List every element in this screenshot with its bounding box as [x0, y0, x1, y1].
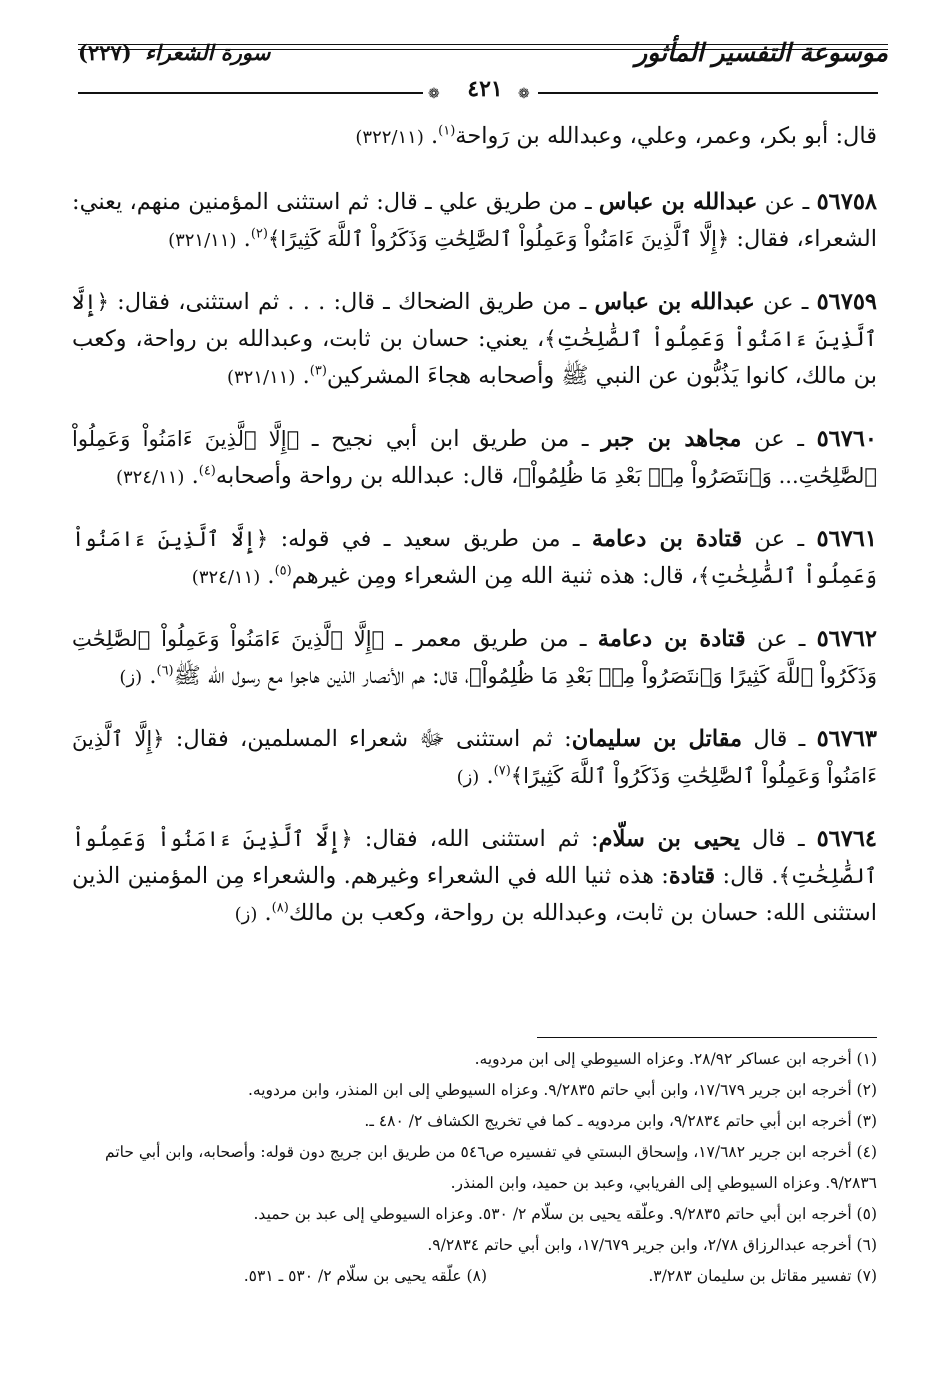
- entry-text-after: ، قال: عبدالله بن رواحة وأصحابه: [215, 463, 519, 489]
- page-number: ٤٢١: [467, 76, 503, 102]
- header-rule: [78, 44, 888, 45]
- entry-intro: [72, 118, 877, 156]
- entry-tail: .: [479, 763, 494, 789]
- volume-reference: (٣٢١/١١): [226, 367, 296, 388]
- ornament-left-icon: ❁: [428, 86, 440, 102]
- entry-text: ـ من طريق علي ـ قال: ثم استثنى المؤمنين منهم، يعني: الشعراء، فقال:: [72, 189, 877, 252]
- entry-text: ـ من طريق سعيد ـ في قوله:: [268, 526, 592, 552]
- surah-verse-number: (٢٢٧): [78, 40, 132, 65]
- volume-reference: (٣٢١/١١): [168, 230, 237, 251]
- entry-number: ٥٦٧٦٢: [816, 626, 877, 652]
- footnote-1: (١) أخرجه ابن عساكر ٢٨/٩٢. وعزاه السيوطي إلى ابن مردويه.: [474, 1050, 877, 1068]
- entry-text-after: . قال:: [715, 863, 779, 889]
- entry-56761: [72, 521, 877, 596]
- narrator-name-secondary: قتادة: [668, 863, 716, 889]
- narrator-name: قتادة بن دعامة: [591, 526, 743, 552]
- entry-56763: [72, 721, 877, 796]
- entry-text: : ثم استثنى الله، فقال:: [352, 826, 599, 852]
- entry-text: ـ من طريق معمر ـ: [384, 626, 598, 652]
- footnote-marker[interactable]: (٦): [156, 663, 174, 679]
- footnote-marker[interactable]: (٨): [271, 900, 289, 916]
- entry-pre: ـ عن: [741, 426, 817, 452]
- volume-reference: (ز): [456, 767, 480, 788]
- footnote-7: (٧) تفسير مقاتل بن سليمان ٣/٢٨٣.: [648, 1267, 877, 1285]
- page-number-left-line: [78, 92, 423, 94]
- entry-pre: ـ عن: [757, 189, 817, 215]
- entry-pre: ـ عن: [745, 626, 817, 652]
- entry-text-after-secondary: : هذه ثنيا الله في الشعراء وغيرهم. والشعراء مِن المؤمنين الذين استثنى الله: حسان بن ثابت، وعبدالله بن رواحة، وكعب بن مالك: [72, 863, 877, 926]
- entry-56764: [72, 821, 877, 933]
- entry-56759: [72, 284, 877, 396]
- header-rule-secondary: [78, 49, 888, 50]
- entry-tail: .: [236, 226, 251, 252]
- footnote-marker[interactable]: (٤): [198, 463, 216, 479]
- volume-reference: (٣٢٤/١١): [115, 467, 185, 488]
- quran-quote: ﴿إِلَّا ٱلَّذِينَ ءَامَنُواْ وَعَمِلُواْ ٱلصَّٰلِحَٰتِ﴾: [72, 527, 877, 588]
- footnote-3: (٣) أخرجه ابن أبي حاتم ٩/٢٨٣٤، وابن مردويه ـ كما في تخريج الكشاف ٢/ ٤٨٠ ـ.: [364, 1112, 877, 1130]
- entry-tail: .: [184, 463, 199, 489]
- narrator-name: يحيى بن سلّام: [598, 826, 740, 852]
- entry-number: ٥٦٧٦١: [816, 526, 877, 552]
- footnote-2: (٢) أخرجه ابن جرير ١٧/٦٧٩، وابن أبي حاتم ٩/٢٨٣٥. وعزاه السيوطي إلى ابن المنذر، وابن مردويه.: [247, 1081, 877, 1099]
- volume-reference: (٣٢٢/١١): [355, 127, 424, 148]
- body-text: [72, 118, 877, 958]
- entry-tail: .: [295, 363, 310, 389]
- entry-number: ٥٦٧٦٣: [816, 726, 877, 752]
- narrator-name: مجاهد بن جبر: [601, 426, 742, 452]
- entry-56758: [72, 184, 877, 259]
- entry-text: : ثم استثنى ﷻ شعراء المسلمين، فقال:: [164, 726, 572, 752]
- entry-56760: [72, 421, 877, 496]
- quran-quote: ﴿إِلَّا ٱلَّذِينَ ءَامَنُواْ وَعَمِلُواْ ٱلصَّٰلِحَٰتِ﴾: [72, 290, 877, 351]
- footnote-marker[interactable]: (٢): [250, 226, 268, 242]
- quran-quote: ﴿إِلَّا ٱلَّذِينَ ءَامَنُواْ وَعَمِلُواْ ٱلصَّٰلِحَٰتِ وَذَكَرُواْ ٱللَّهَ كَثِيرًا﴾: [72, 727, 877, 788]
- footnote-marker[interactable]: (١): [438, 123, 456, 139]
- entry-tail: .: [142, 663, 157, 689]
- volume-reference: (٣٢٤/١١): [191, 567, 261, 588]
- entry-pre: ـ عن: [754, 289, 817, 315]
- entry-number: ٥٦٧٥٩: [816, 289, 877, 315]
- entry-pre: ـ قال: [742, 726, 817, 752]
- entry-number: ٥٦٧٦٠: [816, 426, 878, 452]
- footnote-marker[interactable]: (٥): [274, 563, 292, 579]
- entry-number: ٥٦٧٦٤: [816, 826, 877, 852]
- footnote-6: (٦) أخرجه عبدالرزاق ٢/٧٨، وابن جرير ١٧/٦٧٩، وابن أبي حاتم ٩/٢٨٣٤.: [427, 1236, 877, 1254]
- quran-quote: ﴿إِلَّا ٱلَّذِينَ ءَامَنُواْ وَعَمِلُواْ ٱلصَّٰلِحَٰتِ﴾: [72, 827, 877, 888]
- volume-reference: (ز): [119, 667, 143, 688]
- footnote-marker[interactable]: (٧): [493, 763, 511, 779]
- narrator-name: قتادة بن دعامة: [597, 626, 746, 652]
- entry-text: ـ من طريق ابن أبي نجيح ـ: [299, 426, 602, 452]
- footnote-marker[interactable]: (٣): [309, 363, 327, 379]
- quran-quote: ﴿إِلَّا ٱلَّذِينَ ءَامَنُواْ وَعَمِلُواْ ٱلصَّٰلِحَٰتِ وَذَكَرُواْ ٱللَّهَ كَثِيرًا﴾: [267, 227, 730, 251]
- entry-text-after: ، قال: هذه ثنية الله مِن الشعراء ومِن غيرهم: [291, 563, 699, 589]
- page-number-band: [0, 76, 949, 106]
- entry-pre: ـ قال: [739, 826, 817, 852]
- entry-text-after: ، قال: هم الأنصار الذين هاجوا مع رسول الله ﷺ: [173, 663, 470, 689]
- page-number-right-line: [538, 92, 878, 94]
- quran-quote: ﴿إِلَّا ٱلَّذِينَ ءَامَنُواْ وَعَمِلُواْ ٱلصَّٰلِحَٰتِ... وَٱنتَصَرُواْ مِنۢ بَعْدِ مَا ظُلِمُواْ﴾: [72, 427, 877, 488]
- footnote-row-7-8: [72, 1261, 877, 1292]
- narrator-name: عبدالله بن عباس: [594, 289, 755, 315]
- quran-quote: ﴿إِلَّا ٱلَّذِينَ ءَامَنُواْ وَعَمِلُواْ ٱلصَّٰلِحَٰتِ وَذَكَرُواْ ٱللَّهَ كَثِيرًا وَٱنتَصَرُواْ مِنۢ بَعْدِ مَا ظُلِمُواْ﴾: [72, 627, 877, 688]
- entry-tail: .: [257, 900, 272, 926]
- entry-56762: [72, 621, 877, 696]
- footnotes: [72, 1044, 877, 1292]
- footnote-4: (٤) أخرجه ابن جرير ١٧/٦٨٢، وإسحاق البستي في تفسيره ص٥٤٦ من طريق ابن جريج دون قوله: وأصحابه، وابن أبي حاتم ٩/٢٨٣٦. وعزاه السيوطي إلى الفريابي، وعبد بن حميد، وابن المنذر.: [105, 1143, 877, 1192]
- entry-text-after: ، يعني: حسان بن ثابت، وعبدالله بن رواحة، وكعب بن مالك، كانوا يَذُبُّون عن النبي ﷺ وأصحابه هجاءَ المشركين: [72, 326, 877, 389]
- entry-text: ـ من طريق الضحاك ـ قال: . . . ثم استثنى، فقال:: [108, 289, 595, 315]
- entry-tail: .: [260, 563, 275, 589]
- volume-reference: (ز): [234, 904, 258, 925]
- ornament-right-icon: ❁: [518, 86, 530, 102]
- narrator-name: مقاتل بن سليمان: [571, 726, 743, 752]
- surah-title-text: سورة الشعراء: [145, 40, 271, 65]
- narrator-name: عبدالله بن عباس: [598, 189, 758, 215]
- book-title: موسوعة التفسير المأثور: [635, 38, 888, 67]
- footnote-8: (٨) علّقه يحيى بن سلّام ٢/ ٥٣٠ ـ ٥٣١.: [243, 1267, 487, 1285]
- footnote-5: (٥) أخرجه ابن أبي حاتم ٩/٢٨٣٥. وعلّقه يحيى بن سلّام ٢/ ٥٣٠. وعزاه السيوطي إلى عبد بن حميد.: [253, 1205, 877, 1223]
- entry-number: ٥٦٧٥٨: [816, 189, 877, 215]
- footnote-separator: [537, 1037, 877, 1038]
- entry-tail: .: [423, 123, 439, 149]
- entry-text: قال: أبو بكر، وعمر، وعلي، وعبدالله بن رَواحة: [455, 123, 877, 149]
- entry-pre: ـ عن: [742, 526, 817, 552]
